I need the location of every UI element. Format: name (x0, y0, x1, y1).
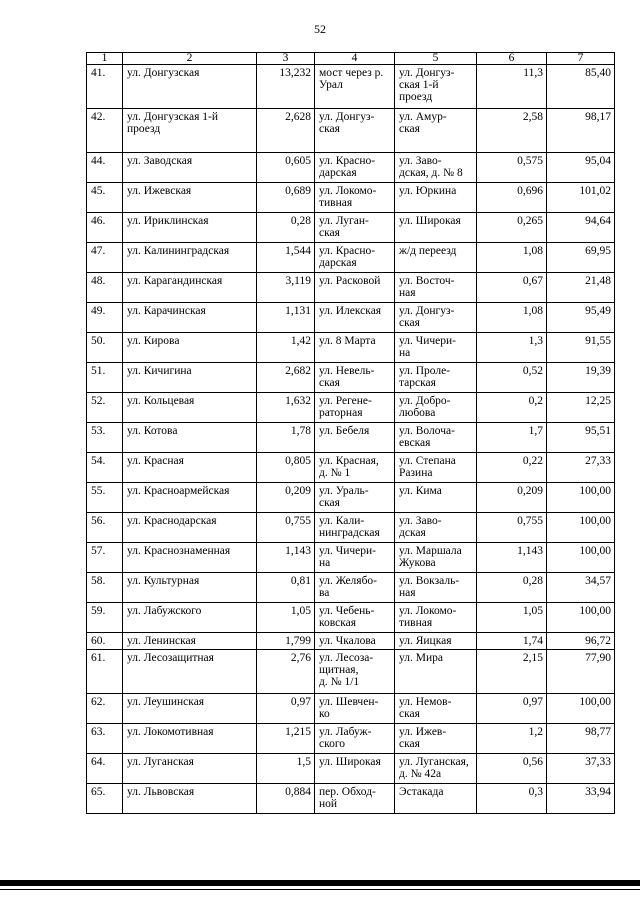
segment-end: ул. Волоча- евская (395, 423, 477, 453)
value-col7: 77,90 (547, 650, 615, 694)
table-row (87, 603, 615, 633)
street-length: 1,544 (257, 243, 315, 273)
street-length: 1,42 (257, 333, 315, 363)
street-length: 0,28 (257, 213, 315, 243)
row-number: 54. (87, 453, 123, 483)
segment-end: ж/д переезд (395, 243, 477, 273)
street-length: 1,215 (257, 724, 315, 754)
street-length: 2,76 (257, 650, 315, 694)
page-number: 52 (314, 22, 326, 36)
row-number: 52. (87, 393, 123, 423)
segment-end: ул. Широкая (395, 213, 477, 243)
column-header: 6 (477, 53, 547, 65)
street-name: ул. Карачинская (123, 303, 257, 333)
row-number: 45. (87, 183, 123, 213)
segment-start: мост через р. Урал (315, 65, 395, 109)
table-row (87, 453, 615, 483)
street-name: ул. Кирова (123, 333, 257, 363)
segment-end: ул. Чичери- на (395, 333, 477, 363)
table-row (87, 153, 615, 183)
row-number: 59. (87, 603, 123, 633)
street-name: ул. Котова (123, 423, 257, 453)
value-col6: 0,209 (477, 483, 547, 513)
value-col7: 98,17 (547, 109, 615, 153)
segment-end: Эстакада (395, 784, 477, 814)
value-col7: 85,40 (547, 65, 615, 109)
street-name: ул. Ленинская (123, 633, 257, 650)
street-name: ул. Леушинская (123, 694, 257, 724)
value-col7: 100,00 (547, 603, 615, 633)
street-name: ул. Локомотивная (123, 724, 257, 754)
segment-start: ул. Илекская (315, 303, 395, 333)
row-number: 62. (87, 694, 123, 724)
row-number: 58. (87, 573, 123, 603)
street-name: ул. Карагандинская (123, 273, 257, 303)
value-col6: 0,28 (477, 573, 547, 603)
row-number: 57. (87, 543, 123, 573)
street-name: ул. Культурная (123, 573, 257, 603)
value-col6: 2,15 (477, 650, 547, 694)
table-row (87, 694, 615, 724)
street-name: ул. Ириклинская (123, 213, 257, 243)
value-col7: 101,02 (547, 183, 615, 213)
value-col6: 1,08 (477, 243, 547, 273)
value-col7: 69,95 (547, 243, 615, 273)
segment-start: ул. Расковой (315, 273, 395, 303)
street-name: ул. Лабужского (123, 603, 257, 633)
table-row (87, 363, 615, 393)
table-row (87, 784, 615, 814)
segment-start: ул. Лесоза- щитная, д. № 1/1 (315, 650, 395, 694)
value-col6: 0,56 (477, 754, 547, 784)
row-number: 42. (87, 109, 123, 153)
value-col6: 1,3 (477, 333, 547, 363)
row-number: 50. (87, 333, 123, 363)
row-number: 51. (87, 363, 123, 393)
segment-end: ул. Заво- дская, д. № 8 (395, 153, 477, 183)
column-header: 2 (123, 53, 257, 65)
value-col6: 2,58 (477, 109, 547, 153)
segment-end: ул. Проле- тарская (395, 363, 477, 393)
segment-start: ул. Регене- раторная (315, 393, 395, 423)
value-col6: 1,7 (477, 423, 547, 453)
segment-end: ул. Локомо- тивная (395, 603, 477, 633)
value-col6: 11,3 (477, 65, 547, 109)
segment-end: ул. Ижев- ская (395, 724, 477, 754)
street-length: 0,805 (257, 453, 315, 483)
table-row (87, 754, 615, 784)
value-col6: 0,2 (477, 393, 547, 423)
street-length: 0,884 (257, 784, 315, 814)
value-col7: 27,33 (547, 453, 615, 483)
value-col7: 91,55 (547, 333, 615, 363)
street-length: 0,209 (257, 483, 315, 513)
row-number: 47. (87, 243, 123, 273)
street-length: 1,05 (257, 603, 315, 633)
street-length: 1,5 (257, 754, 315, 784)
street-length: 3,119 (257, 273, 315, 303)
value-col7: 95,49 (547, 303, 615, 333)
segment-start: ул. Красно- дарская (315, 153, 395, 183)
segment-end: ул. Заво- дская (395, 513, 477, 543)
segment-end: ул. Яицкая (395, 633, 477, 650)
street-name: ул. Калининградская (123, 243, 257, 273)
street-name: ул. Красная (123, 453, 257, 483)
segment-start: пер. Обход- ной (315, 784, 395, 814)
segment-start: ул. Локомо- тивная (315, 183, 395, 213)
value-col6: 0,67 (477, 273, 547, 303)
table-row (87, 333, 615, 363)
value-col7: 19,39 (547, 363, 615, 393)
value-col6: 0,52 (477, 363, 547, 393)
street-length: 2,682 (257, 363, 315, 393)
row-number: 65. (87, 784, 123, 814)
segment-end: ул. Юркина (395, 183, 477, 213)
row-number: 63. (87, 724, 123, 754)
value-col7: 33,94 (547, 784, 615, 814)
row-number: 55. (87, 483, 123, 513)
segment-start: ул. Чебень- ковская (315, 603, 395, 633)
segment-start: ул. Красная, д. № 1 (315, 453, 395, 483)
table-row (87, 633, 615, 650)
segment-end: ул. Степана Разина (395, 453, 477, 483)
value-col7: 98,77 (547, 724, 615, 754)
column-header: 1 (87, 53, 123, 65)
segment-start: ул. Бебеля (315, 423, 395, 453)
row-number: 64. (87, 754, 123, 784)
street-name: ул. Кичигина (123, 363, 257, 393)
segment-end: ул. Вокзаль- ная (395, 573, 477, 603)
street-length: 1,131 (257, 303, 315, 333)
segment-end: ул. Кима (395, 483, 477, 513)
row-number: 44. (87, 153, 123, 183)
bottom-rule-thin (0, 889, 640, 890)
segment-start: ул. Шевчен- ко (315, 694, 395, 724)
value-col6: 1,08 (477, 303, 547, 333)
value-col6: 1,05 (477, 603, 547, 633)
value-col7: 12,25 (547, 393, 615, 423)
street-length: 1,143 (257, 543, 315, 573)
street-name: ул. Краснознаменная (123, 543, 257, 573)
street-name: ул. Красноармейская (123, 483, 257, 513)
row-number: 46. (87, 213, 123, 243)
street-length: 1,632 (257, 393, 315, 423)
value-col7: 37,33 (547, 754, 615, 784)
value-col7: 100,00 (547, 513, 615, 543)
value-col7: 94,64 (547, 213, 615, 243)
value-col7: 95,04 (547, 153, 615, 183)
table-row (87, 423, 615, 453)
value-col6: 0,22 (477, 453, 547, 483)
segment-start: ул. Ураль- ская (315, 483, 395, 513)
value-col6: 0,696 (477, 183, 547, 213)
table-row (87, 303, 615, 333)
street-name: ул. Лесозащитная (123, 650, 257, 694)
table-row (87, 543, 615, 573)
table-row (87, 243, 615, 273)
street-length: 0,689 (257, 183, 315, 213)
street-name: ул. Кольцевая (123, 393, 257, 423)
segment-end: ул. Амур- ская (395, 109, 477, 153)
row-number: 48. (87, 273, 123, 303)
street-name: ул. Краснодарская (123, 513, 257, 543)
value-col6: 0,575 (477, 153, 547, 183)
street-length: 2,628 (257, 109, 315, 153)
value-col7: 96,72 (547, 633, 615, 650)
value-col7: 100,00 (547, 483, 615, 513)
segment-start: ул. Кали- нинградская (315, 513, 395, 543)
value-col7: 100,00 (547, 694, 615, 724)
column-header: 5 (395, 53, 477, 65)
segment-start: ул. Чичери- на (315, 543, 395, 573)
value-col7: 21,48 (547, 273, 615, 303)
segment-end: ул. Восточ- ная (395, 273, 477, 303)
segment-start: ул. Чкалова (315, 633, 395, 650)
roads-table (86, 52, 615, 814)
table-row (87, 213, 615, 243)
value-col6: 0,265 (477, 213, 547, 243)
street-length: 1,799 (257, 633, 315, 650)
segment-start: ул. Невель- ская (315, 363, 395, 393)
street-length: 13,232 (257, 65, 315, 109)
segment-end: ул. Донгуз- ская 1-й проезд (395, 65, 477, 109)
street-name: ул. Донгузская (123, 65, 257, 109)
street-name: ул. Заводская (123, 153, 257, 183)
table-row (87, 109, 615, 153)
segment-start: ул. Донгуз- ская (315, 109, 395, 153)
value-col6: 1,2 (477, 724, 547, 754)
segment-start: ул. Красно- дарская (315, 243, 395, 273)
street-length: 1,78 (257, 423, 315, 453)
table-row (87, 573, 615, 603)
table-row (87, 393, 615, 423)
segment-end: ул. Добро- любова (395, 393, 477, 423)
table-row (87, 273, 615, 303)
row-number: 49. (87, 303, 123, 333)
column-header: 3 (257, 53, 315, 65)
row-number: 53. (87, 423, 123, 453)
segment-end: ул. Донгуз- ская (395, 303, 477, 333)
segment-start: ул. Лабуж- ского (315, 724, 395, 754)
column-header: 7 (547, 53, 615, 65)
table-row (87, 724, 615, 754)
table-row (87, 65, 615, 109)
street-name: ул. Львовская (123, 784, 257, 814)
table-row (87, 483, 615, 513)
value-col6: 1,143 (477, 543, 547, 573)
column-number-row (87, 53, 615, 65)
segment-end: ул. Маршала Жукова (395, 543, 477, 573)
segment-end: ул. Немов- ская (395, 694, 477, 724)
value-col6: 0,97 (477, 694, 547, 724)
value-col6: 0,3 (477, 784, 547, 814)
table-row (87, 183, 615, 213)
segment-start: ул. Желябо- ва (315, 573, 395, 603)
value-col6: 0,755 (477, 513, 547, 543)
segment-start: ул. Луган- ская (315, 213, 395, 243)
segment-end: ул. Мира (395, 650, 477, 694)
bottom-rule-thick (0, 880, 640, 886)
row-number: 56. (87, 513, 123, 543)
street-length: 0,81 (257, 573, 315, 603)
row-number: 61. (87, 650, 123, 694)
street-name: ул. Донгузская 1-й проезд (123, 109, 257, 153)
street-length: 0,605 (257, 153, 315, 183)
value-col7: 34,57 (547, 573, 615, 603)
segment-start: ул. Широкая (315, 754, 395, 784)
street-length: 0,755 (257, 513, 315, 543)
segment-end: ул. Луганская, д. № 42а (395, 754, 477, 784)
value-col7: 95,51 (547, 423, 615, 453)
column-header: 4 (315, 53, 395, 65)
row-number: 41. (87, 65, 123, 109)
value-col7: 100,00 (547, 543, 615, 573)
table-row (87, 513, 615, 543)
table-row (87, 650, 615, 694)
table-body (87, 65, 615, 814)
row-number: 60. (87, 633, 123, 650)
street-name: ул. Ижевская (123, 183, 257, 213)
street-name: ул. Луганская (123, 754, 257, 784)
street-length: 0,97 (257, 694, 315, 724)
value-col6: 1,74 (477, 633, 547, 650)
segment-start: ул. 8 Марта (315, 333, 395, 363)
